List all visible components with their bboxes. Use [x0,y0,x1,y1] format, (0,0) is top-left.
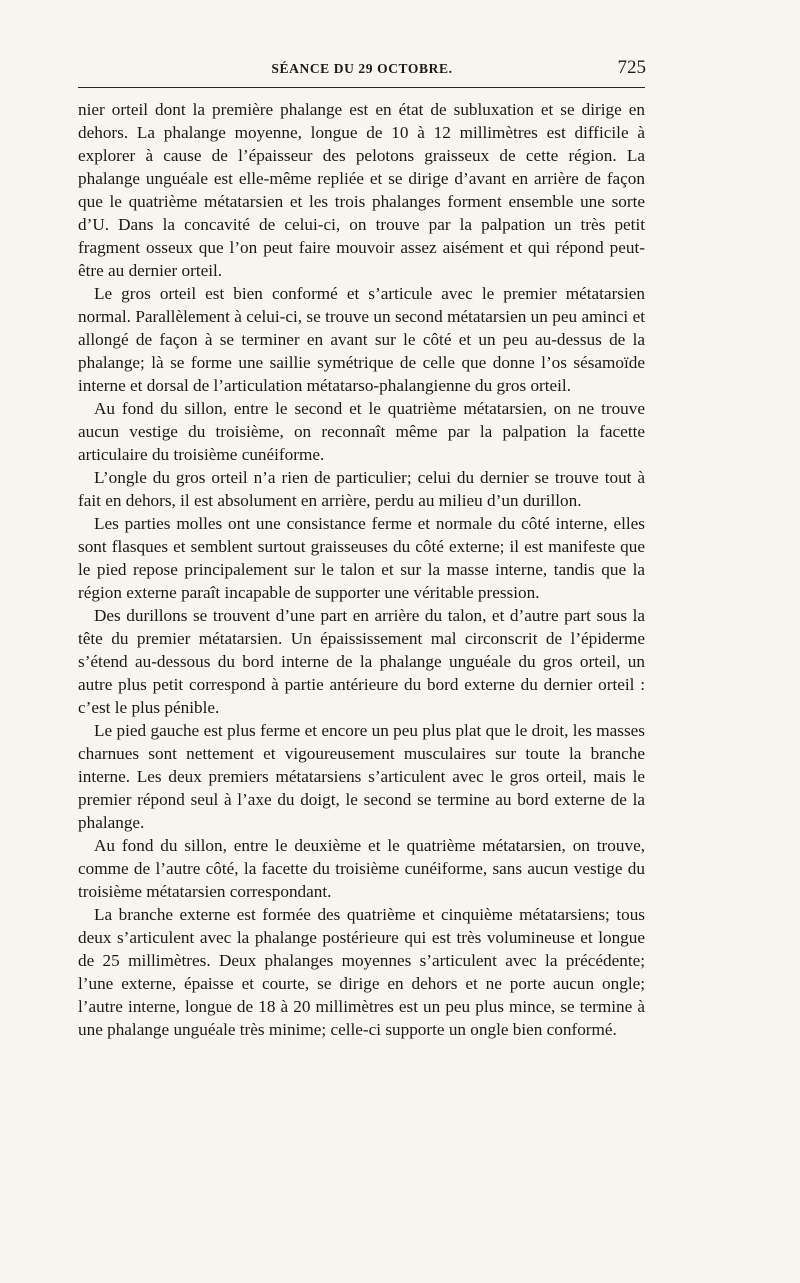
paragraph-6: Des durillons se trouvent d’une part en arrière du talon, et d’autre part sous la tête du premier métatarsien. Un épaississement mal circonscrit de l’épiderme s’étend au-dessous du bord interne de la phalange unguéale du gros orteil, un autre plus petit correspond à partie antérieure du bord externe du dernier orteil : c’est le plus pénible. [78,606,645,717]
body-text [78,98,645,1041]
header-title: SÉANCE DU 29 OCTOBRE. [271,61,453,76]
paragraph-2: Le gros orteil est bien conformé et s’articule avec le premier métatarsien normal. Parallèlement à celui-ci, se trouve un second métatarsien un peu aminci et allongé de façon à se terminer en avant sur le côté et un peu au-dessus de la phalange; là se forme une saillie symétrique de celle que donne l’os sésamoïde interne et dorsal de l’articulation métatarso-phalangienne du gros orteil. [78,284,645,395]
paragraph-3: Au fond du sillon, entre le second et le quatrième métatarsien, on ne trouve aucun vestige du troisième, on reconnaît même par la palpation la facette articulaire du troisième cunéiforme. [78,399,645,464]
paragraph-9: La branche externe est formée des quatrième et cinquième métatarsiens; tous deux s’articulent avec la phalange postérieure qui est très volumineuse et longue de 25 millimètres. Deux phalanges moyennes s’articulent avec la précédente; l’une externe, épaisse et courte, se dirige en dehors et ne porte aucun ongle; l’autre interne, longue de 18 à 20 millimètres est un peu plus mince, se termine à une phalange unguéale très minime; celle-ci supporte un ongle bien conformé. [78,905,645,1039]
paragraph-8: Au fond du sillon, entre le deuxième et le quatrième métatarsien, on trouve, comme de l’autre côté, la facette du troisième cunéiforme, sans aucun vestige du troisième métatarsien correspondant. [78,836,645,901]
page-number: 725 [617,57,646,78]
running-header [78,57,646,83]
paragraph-5: Les parties molles ont une consistance ferme et normale du côté interne, elles sont flasques et semblent surtout graisseuses du côté externe; il est manifeste que le pied repose principalement sur le talon et sur la masse interne, tandis que la région externe paraît incapable de supporter une véritable pression. [78,514,645,602]
header-rule [78,87,645,88]
paragraph-1: nier orteil dont la première phalange est en état de subluxation et se dirige en dehors. La phalange moyenne, longue de 10 à 12 millimètres est difficile à explorer à cause de l’épaisseur des pelotons graisseux de cette région. La phalange unguéale est elle-même repliée et se dirige d’avant en arrière de façon que le quatrième métatarsien et les trois phalanges forment ensemble une sorte d’U. Dans la concavité de celui-ci, on trouve par la palpation un très petit fragment osseux que l’on peut faire mouvoir assez aisément et qui répond peut-être au dernier orteil. [78,100,645,280]
paragraph-4: L’ongle du gros orteil n’a rien de particulier; celui du dernier se trouve tout à fait en dehors, il est absolument en arrière, perdu au milieu d’un durillon. [78,468,645,510]
paragraph-7: Le pied gauche est plus ferme et encore un peu plus plat que le droit, les masses charnues sont nettement et vigoureusement musculaires sur toute la branche interne. Les deux premiers métatarsiens s’articulent avec le gros orteil, mais le premier répond seul à l’axe du doigt, le second se termine au bord externe de la phalange. [78,721,645,832]
